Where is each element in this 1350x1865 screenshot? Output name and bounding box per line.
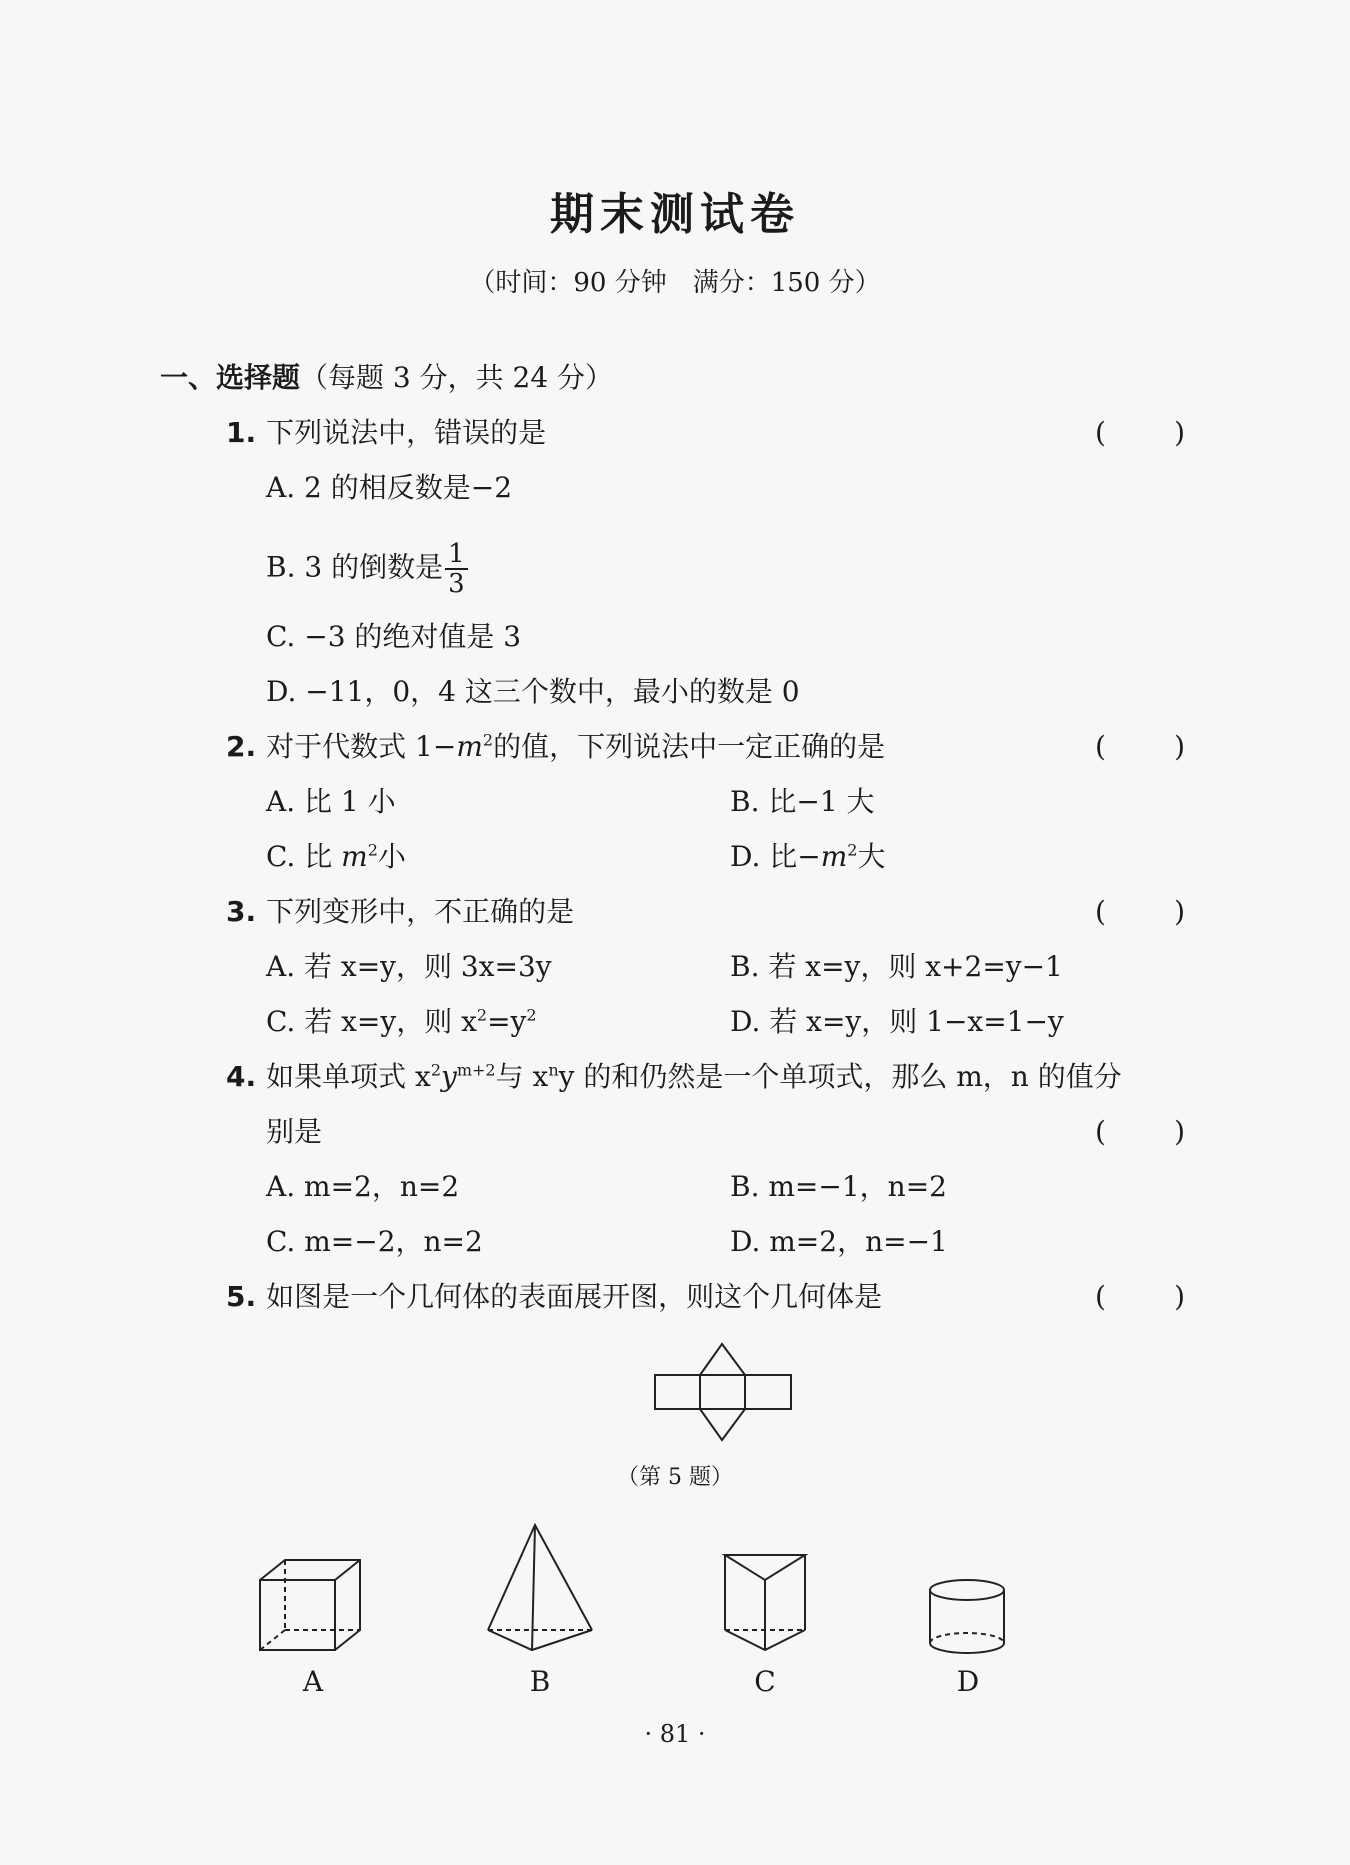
question-text: 如果单项式 x xyxy=(266,1060,431,1093)
page-title: 期末测试卷 xyxy=(550,189,800,240)
answer-blank[interactable] xyxy=(1095,1112,1185,1152)
variable: y xyxy=(441,1060,457,1093)
question-5-stem xyxy=(226,1277,882,1317)
exponent: 2 xyxy=(526,1005,537,1025)
prism-figure xyxy=(720,1550,810,1655)
question-number: 5. xyxy=(226,1280,257,1313)
option-d: D. −11，0，4 这三个数中，最小的数是 0 xyxy=(266,675,800,708)
paren-open: ( xyxy=(1095,1115,1106,1148)
question-number: 4. xyxy=(226,1060,257,1093)
shape-label-a: A xyxy=(302,1665,324,1698)
option-a: A. 2 的相反数是−2 xyxy=(266,471,513,504)
option-a: A. 若 x=y，则 3x=3y xyxy=(266,950,552,983)
paren-close: ) xyxy=(1174,416,1185,449)
paren-close: ) xyxy=(1174,895,1185,928)
net-bottom-triangle xyxy=(700,1409,745,1440)
question-text: y 的和仍然是一个单项式，那么 m，n 的值分 xyxy=(558,1060,1122,1093)
paren-close: ) xyxy=(1174,730,1185,763)
option-b: B. 比−1 大 xyxy=(730,785,875,818)
section-heading xyxy=(160,358,613,398)
net-diagram xyxy=(650,1340,800,1450)
exam-info: （时间：90 分钟 满分：150 分） xyxy=(469,268,881,298)
pyramid-figure xyxy=(480,1520,600,1655)
option-b xyxy=(266,540,468,598)
variable: m xyxy=(341,840,368,873)
option-c: C. −3 的绝对值是 3 xyxy=(266,620,522,653)
exponent: 2 xyxy=(367,840,378,860)
answer-blank[interactable] xyxy=(1095,1277,1185,1317)
question-text: 如图是一个几何体的表面展开图，则这个几何体是 xyxy=(266,1280,883,1313)
exponent: 2 xyxy=(430,1060,442,1080)
paren-open: ( xyxy=(1095,730,1106,763)
option-d: D. 若 x=y，则 1−x=1−y xyxy=(730,1005,1064,1038)
exponent: m+2 xyxy=(456,1060,496,1080)
cylinder-figure xyxy=(925,1575,1010,1660)
question-4-stem-cont: 别是 xyxy=(266,1115,323,1148)
option-c: C. m=−2，n=2 xyxy=(266,1225,483,1258)
question-number: 3. xyxy=(226,895,257,928)
net-top-triangle xyxy=(700,1344,745,1375)
question-text: 下列说法中，错误的是 xyxy=(266,416,547,449)
question-text: 下列变形中，不正确的是 xyxy=(266,895,575,928)
option-text: =y xyxy=(487,1005,527,1038)
question-text: 的值，下列说法中一定正确的是 xyxy=(493,730,886,763)
question-number: 2. xyxy=(226,730,257,763)
paren-close: ) xyxy=(1174,1115,1185,1148)
question-number: 1. xyxy=(226,416,257,449)
figure-caption: （第 5 题） xyxy=(617,1465,733,1490)
option-text: B. 3 的倒数是 xyxy=(266,550,444,584)
option-text: 大 xyxy=(857,840,886,873)
option-b: B. m=−1，n=2 xyxy=(730,1170,947,1203)
option-d: D. m=2，n=−1 xyxy=(730,1225,948,1258)
answer-blank[interactable] xyxy=(1095,892,1185,932)
option-text: D. 比− xyxy=(730,840,821,873)
answer-blank[interactable] xyxy=(1095,413,1185,453)
exponent: 2 xyxy=(476,1005,488,1025)
shape-label-d: D xyxy=(956,1665,980,1698)
exponent: 2 xyxy=(847,840,858,860)
option-a: A. 比 1 小 xyxy=(266,785,396,818)
question-1-stem xyxy=(226,413,546,453)
page-number: · 81 · xyxy=(644,1720,706,1748)
question-2-stem xyxy=(226,727,885,767)
question-4-stem xyxy=(226,1057,1122,1097)
paren-open: ( xyxy=(1095,1280,1106,1313)
fraction-denominator: 3 xyxy=(448,569,465,599)
option-text: 小 xyxy=(377,840,406,873)
question-3-stem xyxy=(226,892,574,932)
option-d xyxy=(730,837,885,877)
paren-open: ( xyxy=(1095,895,1106,928)
option-b: B. 若 x=y，则 x+2=y−1 xyxy=(730,950,1063,983)
option-text: C. 若 x=y，则 x xyxy=(266,1005,477,1038)
fraction-numerator: 1 xyxy=(445,540,468,570)
paren-close: ) xyxy=(1174,1280,1185,1313)
question-text: 与 x xyxy=(495,1060,549,1093)
shape-label-c: C xyxy=(754,1665,776,1698)
cube-figure xyxy=(255,1555,370,1655)
section-note: （每题 3 分，共 24 分） xyxy=(300,361,614,394)
answer-blank[interactable] xyxy=(1095,727,1185,767)
option-c xyxy=(266,1002,537,1042)
exponent: n xyxy=(548,1060,559,1080)
option-a: A. m=2，n=2 xyxy=(266,1170,460,1203)
variable: m xyxy=(820,840,848,873)
net-rectangles xyxy=(655,1375,791,1409)
option-c xyxy=(266,837,406,877)
question-text: 对于代数式 1− xyxy=(266,730,457,763)
paren-open: ( xyxy=(1095,416,1106,449)
exponent: 2 xyxy=(482,730,494,750)
section-label: 一、选择题 xyxy=(160,361,301,394)
option-text: C. 比 xyxy=(266,840,342,873)
variable: m xyxy=(456,730,483,763)
fraction xyxy=(445,540,468,598)
shape-label-b: B xyxy=(529,1665,551,1698)
